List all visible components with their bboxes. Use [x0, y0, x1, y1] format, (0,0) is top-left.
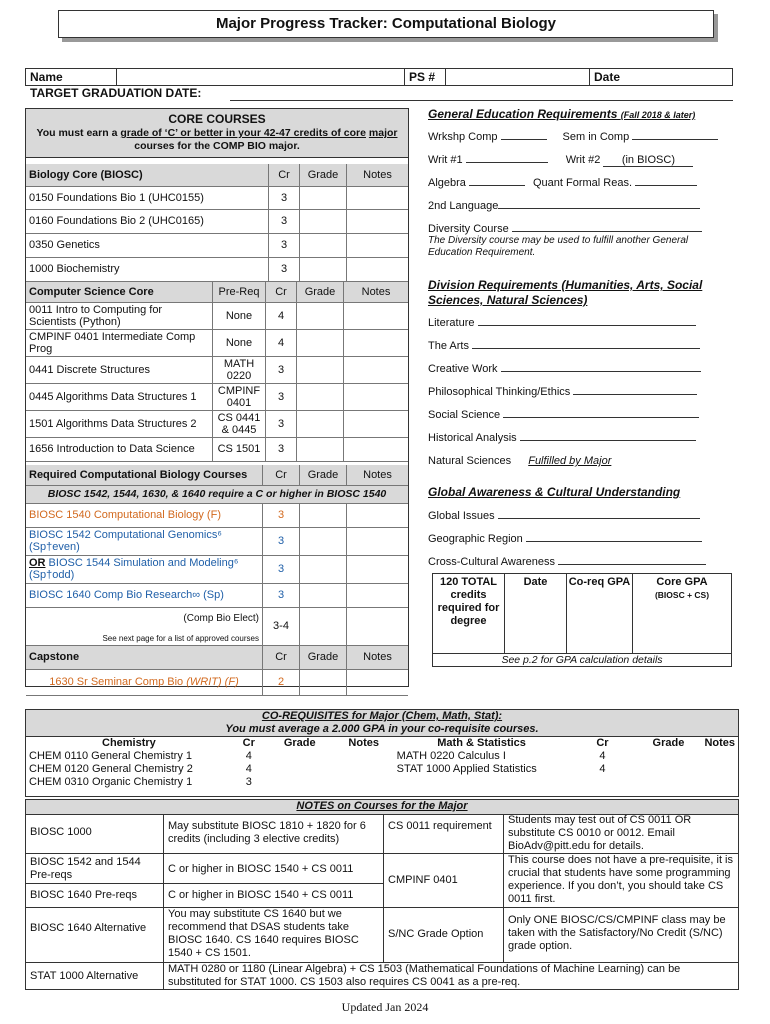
name-label: Name — [30, 70, 63, 84]
table-row[interactable]: 0011 Intro to Computing for Scientists (Python) None 4 — [26, 302, 408, 329]
cs-core-table: Computer Science Core Pre-Req Cr Grade Notes 0011 Intro to Computing for Scientists (Python) None 4 CMPINF 0401 Intermediate Comp Prog None 4 0441 Discrete Structures MATH 0220 3 0445 Algorithms Data Structures 1 CMPINF 0401 3 1501 Algorithms Data Structures 2 CS 0441 & 0445 3 1656 Introduction to Data Science CS 1501 3 — [26, 282, 408, 462]
table-row[interactable]: 0350 Genetics 3 — [26, 233, 408, 257]
gen-ed-list: Wrkshp Comp Sem in Comp Writ #1 Writ #2 (in BIOSC) Algebra Quant Formal Reas. 2nd Language Diversity Course The Diversity course may be used to fulfill another General Education Requirement. — [428, 131, 728, 259]
target-graduation: TARGET GRADUATION DATE: — [30, 86, 202, 100]
core-heading: CORE COURSES — [168, 112, 266, 126]
gen-ed-heading: General Education Requirements (Fall 2018 & later) — [428, 107, 696, 121]
table-row[interactable]: 1000 Biochemistry 3 — [26, 257, 408, 281]
gpa-box — [432, 573, 732, 667]
gpa-note: See p.2 for GPA calculation details — [433, 653, 731, 667]
table-row[interactable]: CHEM 0120 General Chemistry 2 4 STAT 1000 Applied Statistics 4 — [29, 763, 606, 775]
table-row[interactable]: 1501 Algorithms Data Structures 2 CS 0441 & 0445 3 — [26, 410, 408, 437]
ps-label: PS # — [409, 70, 436, 84]
division-heading: Division Requirements (Humanities, Arts, Social Sciences, Natural Sciences) — [428, 278, 703, 307]
table-row[interactable]: 0160 Foundations Bio 2 (UHC0165) 3 — [26, 209, 408, 233]
page-title: Major Progress Tracker: Computational Biology — [58, 10, 714, 38]
table-row[interactable]: 0150 Foundations Bio 1 (UHC0155) 3 — [26, 186, 408, 209]
comp-bio-table: Required Computational Biology Courses Cr Grade Notes BIOSC 1542, 1544, 1630, & 1640 require a C or higher in BIOSC 1540 BIOSC 1540 Computational Biology (F) 3 BIOSC 1542 Computational Genomics⁶ (Sp†even) 3 OR BIOSC 1544 Simulation and Modeling⁶ (Sp†odd) 3 BIOSC 1640 Comp Bio Research∞ (Sp) 3 (Comp Bio Elect) See next page for a list of approved courses 3-4 Capstone Cr Grade Notes 1630 Sr Seminar Comp Bio (WRIT) (F) 2 — [26, 465, 408, 696]
global-heading: Global Awareness & Cultural Understanding — [428, 485, 681, 499]
biology-core-table: Biology Core (BIOSC) Cr Grade Notes 0150 Foundations Bio 1 (UHC0155) 3 0160 Foundations Bio 2 (UHC0165) 3 0350 Genetics 3 1000 Biochemistry 3 — [26, 164, 408, 282]
table-row[interactable]: (Comp Bio Elect) See next page for a list of approved courses 3-4 — [26, 607, 408, 645]
coreq-gpa[interactable]: Co-req GPA — [567, 574, 633, 654]
table-row[interactable]: OR BIOSC 1544 Simulation and Modeling⁶ (Sp†odd) 3 — [26, 555, 408, 583]
table-row[interactable]: BIOSC 1542 Computational Genomics⁶ (Sp†even) 3 — [26, 527, 408, 555]
gpa-date[interactable]: Date — [505, 574, 567, 654]
ps-field[interactable] — [404, 68, 590, 86]
table-row[interactable]: CMPINF 0401 Intermediate Comp Prog None 4 — [26, 329, 408, 356]
table-row[interactable]: 1656 Introduction to Data Science CS 1501 3 — [26, 437, 408, 461]
table-row[interactable]: CHEM 0310 Organic Chemistry 1 3 — [29, 776, 252, 788]
name-field[interactable] — [25, 68, 405, 86]
table-row[interactable]: 0441 Discrete Structures MATH 0220 3 — [26, 356, 408, 383]
notes-section: NOTES on Courses for the Major BIOSC 1000 May substitute BIOSC 1810 + 1820 for 6 credits (including 3 elective credits) BIOSC 1542 and 1544 Pre-reqs C or higher in BIOSC 1540 + CS 0011 BIOSC 1640 Pre-reqs C or higher in BIOSC 1540 + CS 0011 BIOSC 1640 Alternative You may substitute CS 1640 but we recommend that DSAS students take BIOSC 1640. CS 1640 requires BIOSC 1540 + CS 1501. CS 0011 requirement Students may test out of CS 0011 OR substitute CS 0010 or 0012. Email BioAdv@pitt.edu for details. CMPINF 0401 This course does not have a pre-requisite, it is crucial that students have some programming experience. If you don’t, you should take CS 0011 first. S/NC Grade Option Only ONE BIOSC/CS/CMPINF class may be taken with the Satisfactory/No Credit (S/NC) grade option. STAT 1000 Alternative MATH 0280 or 1180 (Linear Algebra) + CS 1503 (Mathematical Foundations of Machine Learning) can be substituted for STAT 1000. CS 1503 also requires CS 0041 as a pre-req. — [25, 799, 739, 990]
table-row[interactable]: CHEM 0110 General Chemistry 1 4 MATH 0220 Calculus I 4 — [29, 750, 606, 762]
coreq-section: CO-REQUISITES for Major (Chem, Math, Stat): You must average a 2.000 GPA in your co-requisite courses. Chemistry Cr Grade Notes Math & Statistics Cr Grade Notes CHEM 0110 General Chemistry 1 4 MATH 0220 Calculus I 4 CHEM 0120 General Chemistry 2 4 STAT 1000 Applied Statistics 4 CHEM 0310 Organic Chemistry 1 3 — [25, 709, 739, 797]
footer-updated: Updated Jan 2024 — [341, 1000, 429, 1014]
total-credits: 120 TOTAL credits required for degree — [433, 574, 505, 654]
table-row[interactable]: BIOSC 1540 Computational Biology (F) 3 — [26, 503, 408, 527]
division-list: Literature The Arts Creative Work Philosophical Thinking/Ethics Social Science Historical Analysis Natural Sciences Fulfilled by Major — [428, 317, 728, 478]
global-list: Global Issues Geographic Region Cross-Cultural Awareness — [428, 510, 728, 574]
core-note: You must earn a grade of ‘C’ or better in your 42-47 credits of core major courses for the COMP BIO major. — [36, 127, 398, 152]
core-gpa[interactable]: Core GPA (BIOSC + CS) — [654, 576, 710, 600]
date-field[interactable] — [589, 68, 733, 86]
coreq-table: Chemistry Cr Grade Notes Math & Statistics Cr Grade Notes CHEM 0110 General Chemistry 1 4 MATH 0220 Calculus I 4 CHEM 0120 General Chemistry 2 4 STAT 1000 Applied Statistics 4 CHEM 0310 Organic Chemistry 1 3 — [26, 737, 738, 789]
table-row[interactable]: 1630 Sr Seminar Comp Bio (WRIT) (F) 2 — [26, 669, 408, 695]
date-label: Date — [594, 70, 621, 84]
table-row[interactable]: BIOSC 1640 Comp Bio Research∞ (Sp) 3 — [26, 583, 408, 607]
table-row[interactable]: 0445 Algorithms Data Structures 1 CMPINF 0401 3 — [26, 383, 408, 410]
